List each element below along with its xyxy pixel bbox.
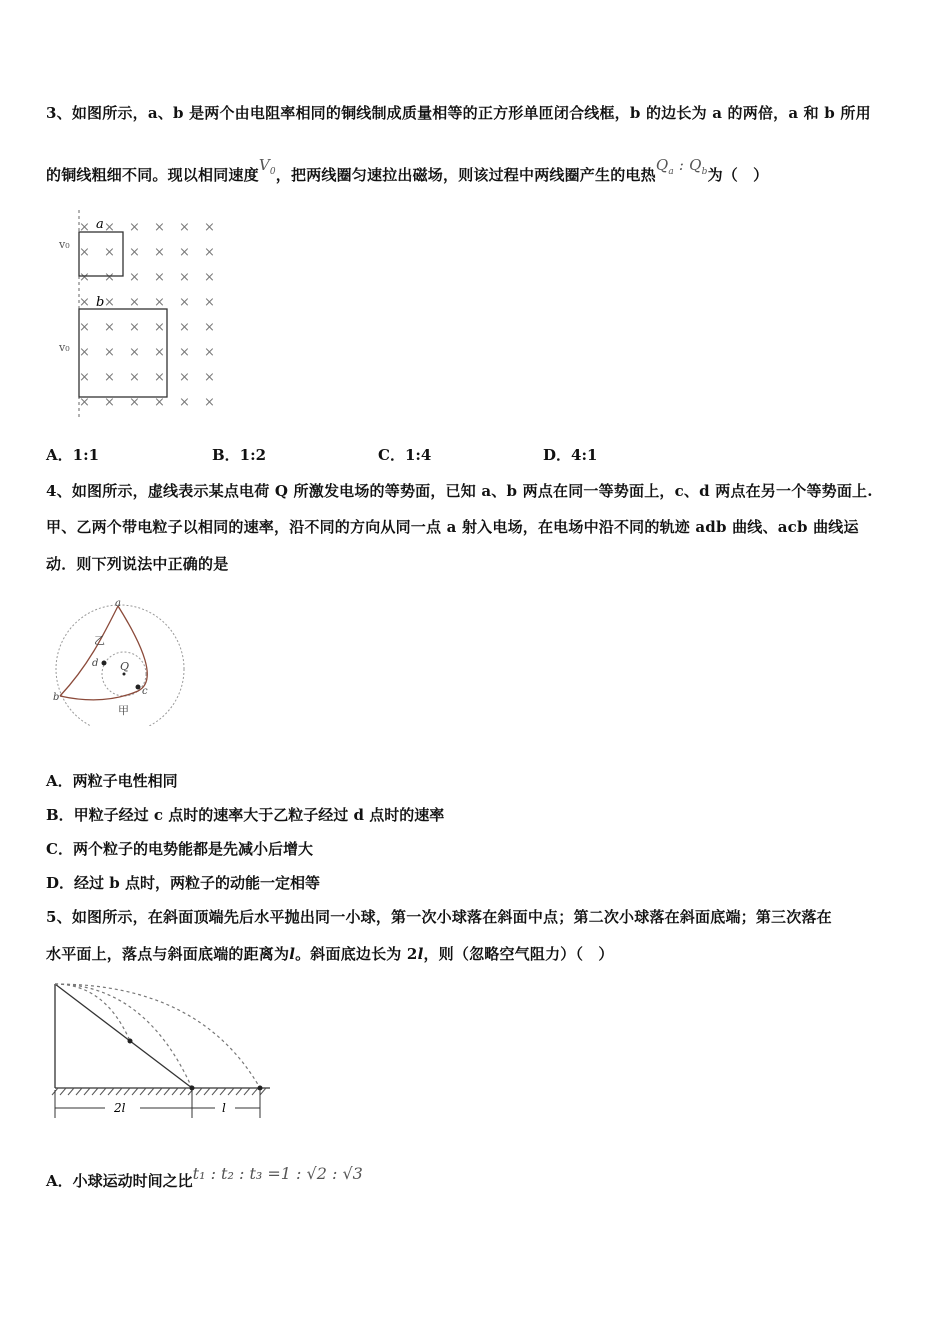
q3-v0-sub: 0 [269,167,276,177]
v0-label-a: v₀ [59,238,70,251]
field-cross: × [179,320,190,335]
hatch-mark [100,1088,106,1095]
hatch-mark [148,1088,154,1095]
field-cross: × [204,295,215,310]
magnetic-field-crosses [79,220,215,410]
trajectory-acb [60,606,147,700]
incline-slope [55,984,192,1088]
field-cross: × [104,245,115,260]
field-cross: × [179,270,190,285]
q3-line1: 3、如图所示，a、b 是两个由电阻率相同的铜线制成质量相等的正方形单匝闭合线框，b 的边长为 a 的两倍，a 和 b 所用 [46,104,871,122]
field-cross: × [79,220,90,235]
field-cross: × [204,220,215,235]
hatch-mark [252,1088,258,1095]
hatch-mark [140,1088,146,1095]
field-cross: × [104,220,115,235]
q3-line2-c: 为（ ） [707,166,769,184]
hatch-mark [164,1088,170,1095]
q3-qb-sub: b [701,167,708,177]
q4-option-d[interactable]: D．经过 b 点时，两粒子的动能一定相等 [46,874,320,892]
q5-l-2: l [417,945,424,963]
field-cross: × [129,320,140,335]
field-cross: × [129,295,140,310]
landing-point-1 [128,1039,133,1044]
q3-option-a[interactable]: A．1:1 [46,446,100,464]
q3-v0 [258,156,276,177]
field-cross: × [104,370,115,385]
q4-option-c[interactable]: C．两个粒子的电势能都是先减小后增大 [46,840,313,858]
field-cross: × [154,245,165,260]
point-c [136,685,141,690]
q5-option-a[interactable] [46,1164,363,1191]
hatch-mark [60,1088,66,1095]
q5-line2-a: 水平面上，落点与斜面底端的距离为 [46,945,290,963]
q3-option-b[interactable]: B．1:2 [212,446,267,464]
hatch-mark [156,1088,162,1095]
q3-option-d[interactable]: D．4:1 [543,446,598,464]
field-cross: × [154,295,165,310]
q3-line2-a: 的铜线粗细不同。现以相同速度 [46,166,259,184]
trajectory-adb [60,606,118,696]
q3-figure [55,208,230,423]
q5-figure [50,978,280,1123]
field-cross: × [204,320,215,335]
hatch-mark [108,1088,114,1095]
label-d: d [92,658,99,669]
field-cross: × [104,395,115,410]
trajectory-3 [55,984,260,1088]
field-cross: × [79,370,90,385]
field-cross: × [129,345,140,360]
field-cross: × [79,395,90,410]
q3-ratio-sep: : [673,156,690,174]
field-cross: × [154,270,165,285]
hatch-mark [220,1088,226,1095]
field-cross: × [179,395,190,410]
field-cross: × [79,345,90,360]
label-c: c [142,686,148,697]
field-cross: × [204,395,215,410]
field-cross: × [129,220,140,235]
hatch-mark [68,1088,74,1095]
q4-option-a[interactable]: A．两粒子电性相同 [46,772,178,790]
label-Q: Q [120,660,130,673]
field-cross: × [154,220,165,235]
q3-qb: Q [689,156,702,174]
field-cross: × [179,295,190,310]
field-cross: × [79,270,90,285]
label-jia: 甲 [118,704,129,717]
q5-line2-b: 。斜面底边长为 2 [295,945,418,963]
field-cross: × [204,270,215,285]
hatch-mark [196,1088,202,1095]
hatch-mark [76,1088,82,1095]
field-cross: × [129,395,140,410]
field-cross: × [154,345,165,360]
hatch-mark [212,1088,218,1095]
hatch-mark [132,1088,138,1095]
q4-line1: 4、如图所示，虚线表示某点电荷 Q 所激发电场的等势面，已知 a、b 两点在同一等势面上，c、d 两点在另一个等势面上. [46,482,873,500]
hatch-mark [236,1088,242,1095]
hatch-mark [204,1088,210,1095]
q3-heat-ratio [655,156,708,177]
q3-line2-b: ，把两线圈匀速拉出磁场，则该过程中两线圈产生的电热 [275,166,656,184]
hatch-mark [124,1088,130,1095]
label-l: l [222,1101,226,1115]
q3-v0-symbol: V [258,156,270,174]
field-cross: × [104,345,115,360]
ground-hatching [52,1088,266,1095]
q3-qa: Q [655,156,669,174]
field-cross: × [129,245,140,260]
hatch-mark [180,1088,186,1095]
field-cross: × [79,295,90,310]
field-cross: × [79,245,90,260]
field-cross: × [129,270,140,285]
q3-qa-sub: a [668,167,674,177]
field-cross: × [179,245,190,260]
landing-point-2 [190,1086,195,1091]
field-cross: × [204,245,215,260]
q5-option-a-text: A．小球运动时间之比 [46,1172,193,1190]
v0-label-b: v₀ [59,341,70,354]
q5-line2 [46,943,910,964]
label-2l: 2l [114,1101,126,1115]
q3-option-c[interactable]: C．1:4 [378,446,432,464]
field-cross: × [204,345,215,360]
field-cross: × [179,370,190,385]
hatch-mark [172,1088,178,1095]
field-cross: × [104,295,115,310]
q3-line2 [46,156,910,187]
field-cross: × [79,320,90,335]
field-cross: × [154,395,165,410]
q4-option-b[interactable]: B．甲粒子经过 c 点时的速率大于乙粒子经过 d 点时的速率 [46,806,445,824]
field-cross: × [104,320,115,335]
hatch-mark [92,1088,98,1095]
q4-line2: 甲、乙两个带电粒子以相同的速率，沿不同的方向从同一点 a 射入电场，在电场中沿不同的轨迹 adb 曲线、acb 曲线运 [46,518,859,536]
hatch-mark [84,1088,90,1095]
label-b: b [53,692,60,703]
hatch-mark [116,1088,122,1095]
field-cross: × [204,370,215,385]
q5-l-1: l [289,945,296,963]
q5-option-a-math: t₁ : t₂ : t₃ =1 : √2 : √3 [192,1164,363,1183]
point-d [102,661,107,666]
hatch-mark [244,1088,250,1095]
q4-line3: 动．则下列说法中正确的是 [46,555,229,573]
label-a: a [115,598,121,609]
landing-point-3 [258,1086,263,1091]
field-cross: × [104,270,115,285]
hatch-mark [228,1088,234,1095]
q5-line1: 5、如图所示，在斜面顶端先后水平抛出同一小球，第一次小球落在斜面中点；第二次小球落在斜面底端；第三次落在 [46,908,832,926]
field-cross: × [179,345,190,360]
q5-line2-c: ，则（忽略空气阻力）（ ） [423,945,614,963]
field-cross: × [129,370,140,385]
label-yi: 乙 [94,634,105,647]
field-cross: × [154,320,165,335]
field-cross: × [154,370,165,385]
field-cross: × [179,220,190,235]
coil-b-label: b [96,295,105,310]
q4-figure [48,596,193,726]
coil-a-label: a [96,217,104,232]
